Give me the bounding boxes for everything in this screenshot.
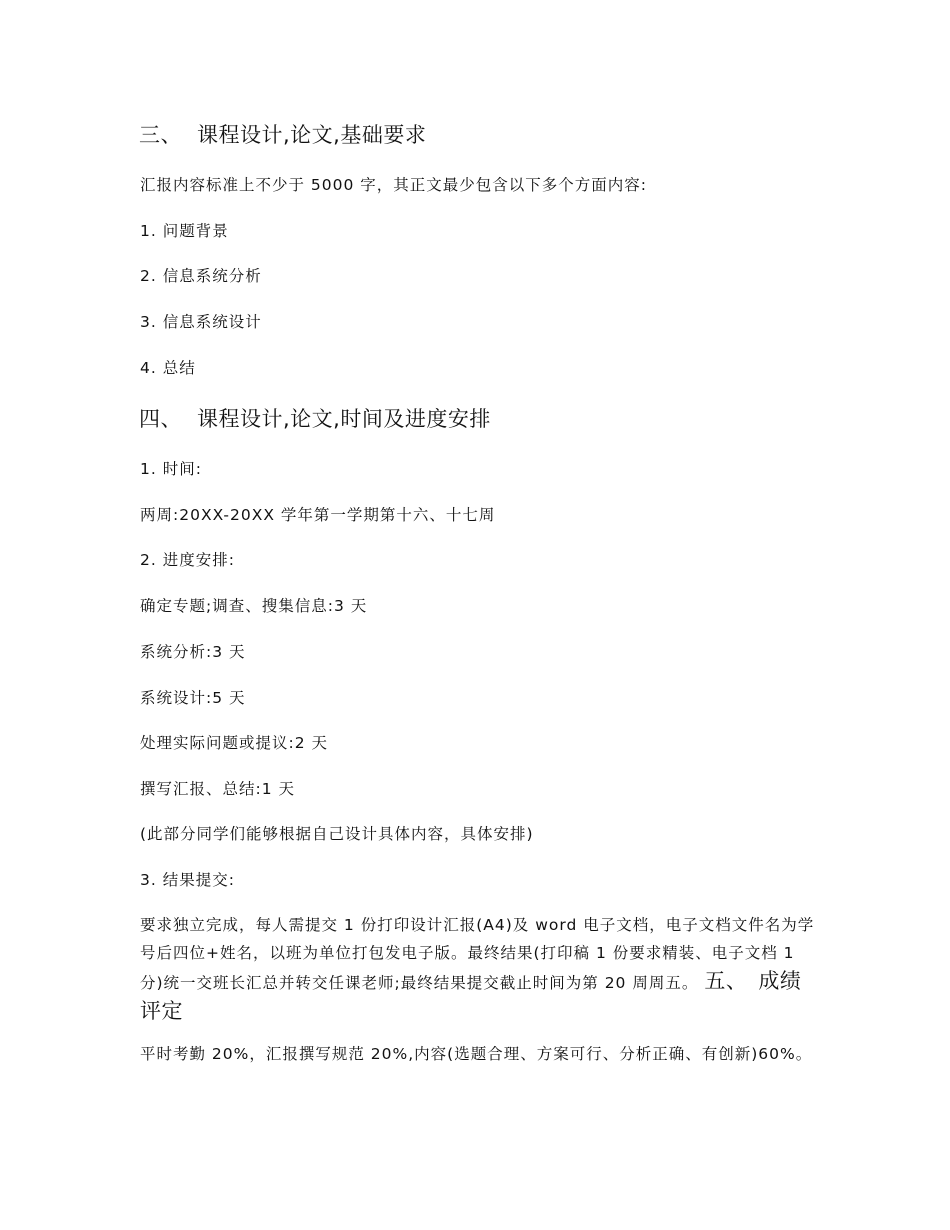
section-3-number: 三、 xyxy=(139,123,182,147)
submit-text: 要求独立完成，每人需提交 1 份打印设计汇报(A4)及 word 电子文档，电子文档文件名为学号后四位+姓名，以班为单位打包发电子版。最终结果(打印稿 1 份要求精装、电子文档 1 分)统一交班长汇总并转交任课老师;最终结果提交截止时间为第 20 周周五。 xyxy=(140,916,815,992)
schedule-item-5: 撰写汇报、总结:1 天 xyxy=(140,780,296,798)
submit-label: 3. 结果提交: xyxy=(140,871,235,889)
section-3-title: 课程设计,论文,基础要求 xyxy=(197,123,427,147)
section-4-title: 课程设计,论文,时间及进度安排 xyxy=(197,407,491,431)
schedule-item-1: 确定专题;调查、搜集信息:3 天 xyxy=(140,597,368,615)
schedule-item-2: 系统分析:3 天 xyxy=(140,643,246,661)
section-4-number: 四、 xyxy=(139,407,182,431)
section-3-item-4: 4. 总结 xyxy=(140,359,196,377)
grading-paragraph: 平时考勤 20%，汇报撰写规范 20%,内容(选题合理、方案可行、分析正确、有创新)60%。 xyxy=(140,1045,813,1063)
schedule-note: (此部分同学们能够根据自己设计具体内容，具体安排) xyxy=(140,825,534,843)
section-3-intro: 汇报内容标准上不少于 5000 字，其正文最少包含以下多个方面内容: xyxy=(140,176,648,194)
section-4-heading xyxy=(139,405,491,433)
time-value: 两周:20XX-20XX 学年第一学期第十六、十七周 xyxy=(140,506,496,524)
submit-paragraph xyxy=(140,911,820,1027)
section-3-item-2: 2. 信息系统分析 xyxy=(140,267,262,285)
schedule-item-4: 处理实际问题或提议:2 天 xyxy=(140,734,329,752)
schedule-label: 2. 进度安排: xyxy=(140,551,235,569)
section-3-heading xyxy=(139,121,426,149)
time-label: 1. 时间: xyxy=(140,460,202,478)
section-5-title: 成绩评定 xyxy=(140,969,802,1023)
section-3-item-3: 3. 信息系统设计 xyxy=(140,313,262,331)
schedule-item-3: 系统设计:5 天 xyxy=(140,689,246,707)
section-5-number: 五、 xyxy=(704,969,748,993)
section-3-item-1: 1. 问题背景 xyxy=(140,222,229,240)
